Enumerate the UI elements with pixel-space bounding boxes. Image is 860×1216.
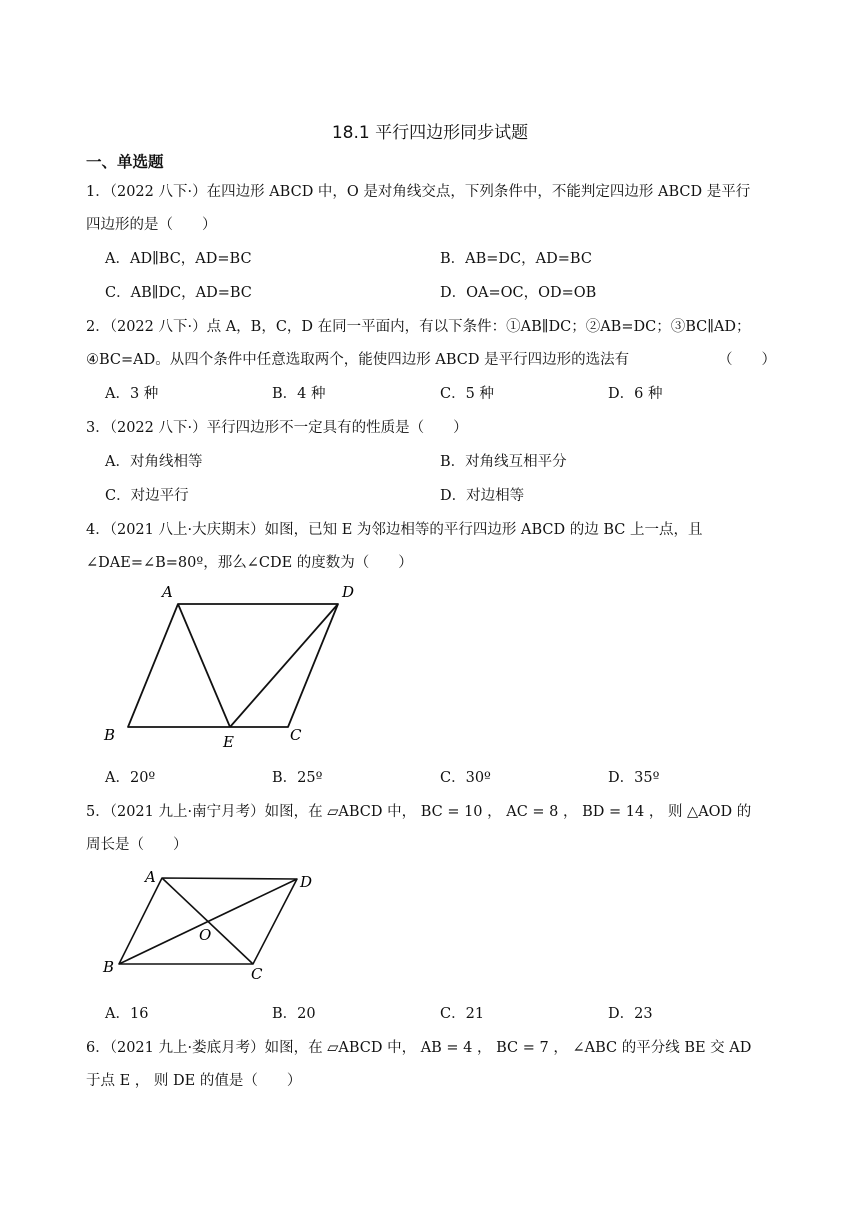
q3-option-a: A．对角线相等 [105, 454, 203, 470]
q2-option-a: A．3 种 [105, 386, 159, 402]
q5-option-a: A．16 [105, 1006, 149, 1022]
q5-option-d: D．23 [608, 1006, 653, 1022]
q4-label-c: C [290, 726, 302, 744]
q4-segment-ae [178, 604, 230, 727]
q5-stem-line2: 周长是（ ） [86, 837, 188, 853]
q5-option-c: C．21 [440, 1006, 485, 1022]
q5-diagonal-bd [119, 879, 297, 964]
q2-stem-line2: ④BC=AD。从四个条件中任意选取两个，能使四边形 ABCD 是平行四边形的选法有 [86, 352, 630, 368]
q3-option-c: C．对边平行 [105, 488, 189, 504]
q4-stem-line1: 4．（2021 八上·大庆期末）如图，已知 E 为邻边相等的平行四边形 ABCD 的边 BC 上一点，且 [86, 522, 703, 538]
q5-label-o: O [199, 926, 212, 944]
q4-label-e: E [223, 733, 234, 751]
q4-label-b: B [104, 726, 116, 744]
q2-option-d: D．6 种 [608, 386, 663, 402]
q3-option-d: D．对边相等 [440, 488, 525, 504]
q4-option-a: A．20º [105, 770, 156, 786]
q3-stem-line1: 3．（2022 八下·）平行四边形不一定具有的性质是（ ） [86, 420, 468, 436]
q4-option-d: D．35º [608, 770, 660, 786]
q5-parallelogram-figure [95, 862, 335, 987]
q4-parallelogram-abcd [128, 604, 338, 727]
q4-segment-de [230, 604, 338, 727]
section-heading: 一、单选题 [86, 153, 164, 171]
q6-stem-line2: 于点 E ， 则 DE 的值是（ ） [86, 1073, 302, 1089]
q1-option-a: A．AD∥BC，AD=BC [105, 251, 252, 267]
q5-label-b: B [103, 958, 115, 976]
q1-stem-line2: 四边形的是（ ） [86, 217, 217, 233]
q3-option-b: B．对角线互相平分 [440, 454, 567, 470]
q5-option-b: B．20 [272, 1006, 316, 1022]
page-title: 18.1 平行四边形同步试题 [331, 123, 529, 143]
q4-label-a: A [162, 583, 173, 601]
q2-option-b: B．4 种 [272, 386, 326, 402]
q4-option-b: B．25º [272, 770, 323, 786]
q6-stem-line1: 6．（2021 九上·娄底月考）如图，在 ▱ABCD 中， AB = 4 ， BC = 7 ， ∠ABC 的平分线 BE 交 AD [86, 1040, 752, 1056]
q1-option-c: C．AB∥DC，AD=BC [105, 285, 252, 301]
q5-label-a: A [145, 868, 156, 886]
q2-answer-paren: （ ） [718, 352, 776, 368]
q2-option-c: C．5 种 [440, 386, 494, 402]
q4-parallelogram-figure [90, 575, 380, 755]
q5-label-c: C [251, 965, 263, 983]
q1-stem-line1: 1．（2022 八下·）在四边形 ABCD 中，O 是对角线交点，下列条件中，不能判定四边形 ABCD 是平行 [86, 184, 751, 200]
q5-label-d: D [300, 873, 313, 891]
q4-label-d: D [342, 583, 355, 601]
q4-stem-line2: ∠DAE=∠B=80º，那么∠CDE 的度数为（ ） [86, 555, 413, 571]
q2-stem-line1: 2．（2022 八下·）点 A，B，C，D 在同一平面内，有以下条件：①AB∥DC；②AB=DC；③BC∥AD； [86, 319, 751, 335]
q1-option-d: D．OA=OC，OD=OB [440, 285, 597, 301]
q1-option-b: B．AB=DC，AD=BC [440, 251, 592, 267]
q5-stem-line1: 5．（2021 九上·南宁月考）如图，在 ▱ABCD 中， BC = 10 ， AC = 8 ， BD = 14 ， 则 △AOD 的 [86, 804, 752, 820]
q4-option-c: C．30º [440, 770, 491, 786]
